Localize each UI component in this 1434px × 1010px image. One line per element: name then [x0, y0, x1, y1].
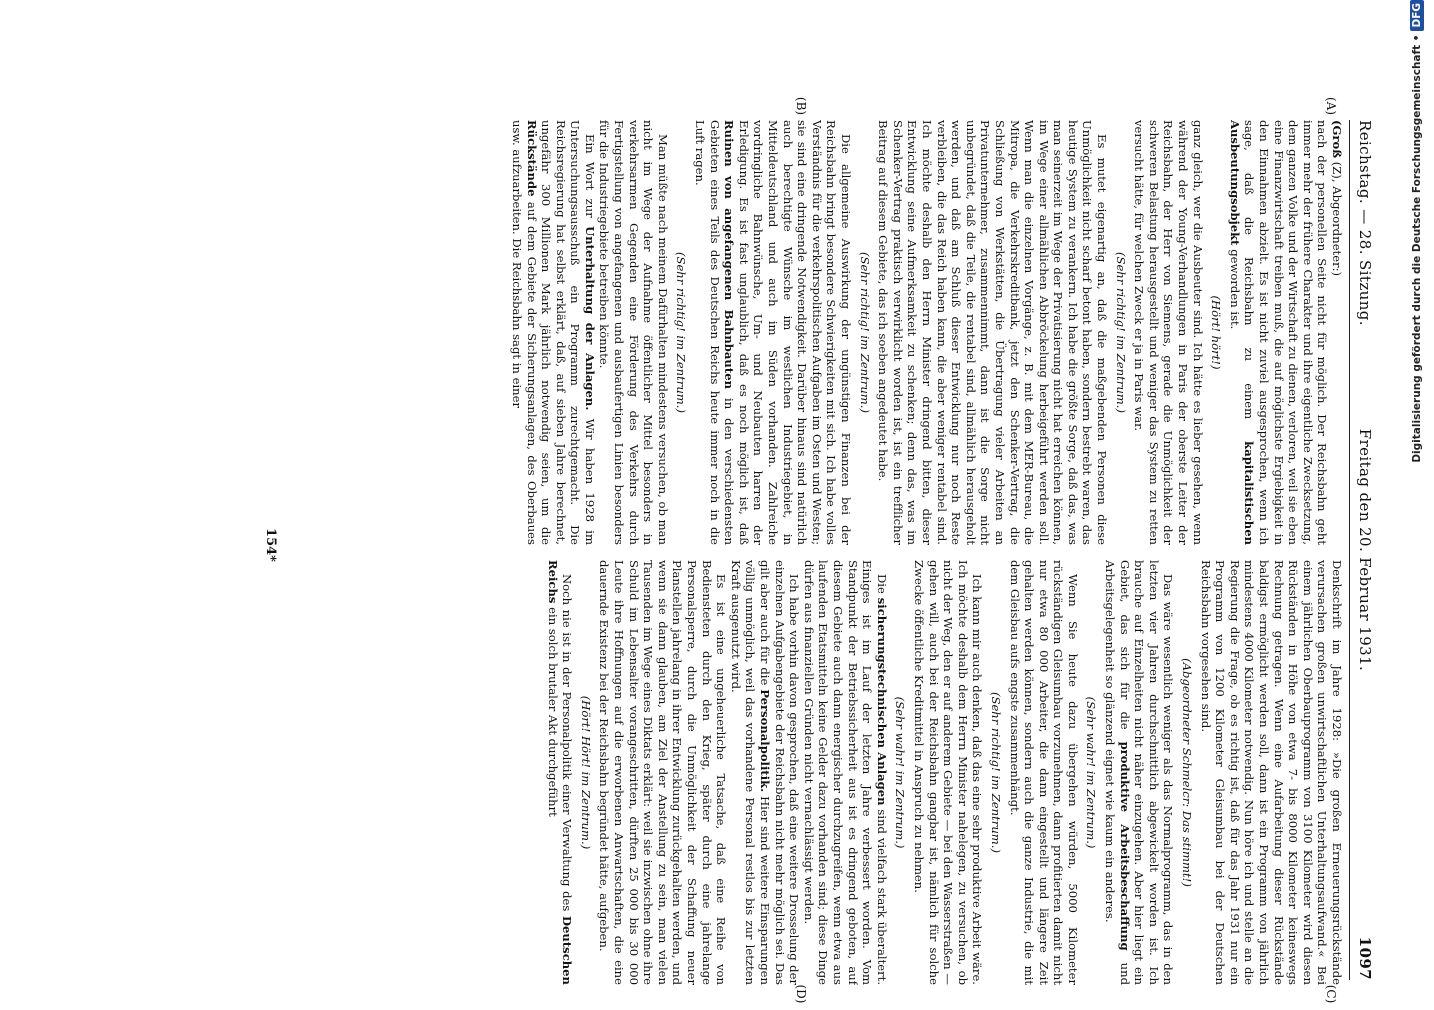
header-left: Reichstag. — 28. Sitzung.: [1356, 120, 1374, 326]
emphasis: Unterhaltung der Anlagen.: [582, 226, 597, 411]
header-date: Freitag den 20. Februar 1931.: [1356, 428, 1374, 672]
emphasis: kapitalistischen Ausbeutungsobjekt: [1227, 120, 1257, 545]
paragraph: Ich kann mir auch denken, daß das eine sehr produktive Arbeit wäre. Ich möchte deshalb dem Herrn Minister nahelegen, zu versuchen, ob nicht der Weg, den er auf anderem Gebiete — bei den Wasserstraßen — gehen will, auch bei der Reichsbahn gangbar ist, nämlich für solche Zwecke öffentliche Kreditmittel in Anspruch zu nehmen.: [911, 560, 985, 985]
interjection: (Sehr richtig! im Zentrum.): [857, 251, 872, 413]
emphasis: Deutschen Reichs: [545, 560, 575, 985]
margin-marker-b: (B): [794, 96, 808, 116]
paragraph: Ich habe vorhin davon gesprochen, daß eine weitere Drosselung der einzelnen Aufgabengebiete der Reichsbahn nicht mehr möglich sei. Das gilt aber auch für die Personalpolitik. Hier sind weitere Einsparungen völlig unmöglich, weil das vorhandene Personal restlos bis zur letzten Kraft ausgenutzt wird.: [728, 560, 802, 985]
speaker-line: [1329, 120, 1344, 545]
margin-marker-c: (C): [1324, 984, 1338, 1004]
emphasis: Personalpolitik.: [758, 689, 773, 793]
interjection: (Hört! hört!): [1209, 295, 1224, 370]
emphasis: sicherungstechnischen Anlagen: [874, 597, 889, 806]
interjection: (Sehr richtig! im Zentrum.): [674, 251, 689, 413]
page-number: 1097: [1356, 936, 1374, 980]
speaker-role: (Z), Abgeordneter:): [1330, 158, 1344, 277]
speaker-name: (Groß: [1330, 120, 1344, 159]
paragraph: Denkschrift im Jahre 1928: »Die großen Erneuerungsrückstände verursachen großen unwirtschaftlichen Unterhaltungsaufwand.« Bei einem jährlichen Oberbauprogramm von 3100 Kilometer wird diesen Rückständen in Höhe von etwa 7- bis 8000 Kilometer keineswegs Rechnung getragen. Wenn eine Aufarbeitung dieser Rückstände baldigst ermöglicht werden soll, dann ist ein Programm von jährlich mindestens 4000 Kilometer notwendig. Nun höre ich und stelle an die Regierung die Frage, ob es richtig ist, daß für das Jahr 1931 nur ein Programm von 1200 Kilometer Gleisumbau bei der Deutschen Reichsbahn vorgesehen sind.: [1198, 560, 1344, 985]
text-column-right: [284, 560, 1344, 985]
margin-marker-a: (A): [1324, 96, 1338, 116]
interjection: (Sehr wahr! im Zentrum.): [1084, 696, 1099, 849]
dfg-logo: DFG: [1410, 0, 1424, 31]
paragraph: Man müßte nach meinem Dafürhalten mindestens versuchen, ob man nicht im Wege der Aufnahme öffentlicher Mittel besonders in verkehrsarmen Gegenden eine Förderung des Verkehrs durch Fertigstellung von angefangenen und ausbaufertigen Linien besonders für die Industriegebiete betreiben könnte.: [597, 120, 670, 545]
paragraph: Die allgemeine Auswirkung der ungünstigen Finanzen bei der Reichsbahn bringt besondere Schwierigkeiten mit sich. Ich habe volles Verständnis für die verkehrspolitischen Aufgaben im Osten und Westen; sie sind eine dringende Notwendigkeit. Darüber hinaus sind natürlich auch berechtigte Wünsche im westlichen Industriegebiet, in Mitteldeutschland und auch im Süden vorhanden. Zahlreiche vordringliche Bahnwünsche, Um- und Neubauten harren der Erledigung. Es ist fast unglaublich, daß es noch möglich ist, daß Ruinen von angefangenen Bahnbauten in den verschiedensten Gebieten eines Teils des Deutschen Reichs heute immer noch in die Luft ragen.: [693, 120, 853, 545]
paragraph: Ein Wort zur Unterhaltung der Anlagen. Wir haben 1928 im Untersuchungsausschuß ein Programm zurechtgemacht. Die Reichsregierung hat selbst erklärt, daß, auf sieben Jahre berechnet, ungefähr 300 Millionen Mark jährlich notwendig seien, um die Rückstände auf dem Gebiete der Sicherungsanlagen, des Oberbaues usw. aufzuarbeiten. Die Reichsbahn sagt in einer: [509, 120, 597, 545]
interjection: (Hört! Hört! im Zentrum.): [578, 695, 593, 850]
interjection: (Sehr wahr! im Zentrum.): [893, 696, 908, 849]
paragraph: Es ist eine ungeheuerliche Tatsache, daß eine Reihe von Bediensteten durch den Krieg, später durch eine jahrelange Personalsperre, durch die Unmöglichkeit der Schaffung neuer Planstellen jahrelang in ihrer Entwicklung zurückgehalten werden, und wenn sie dann glauben, am Ziel der Anstellung zu sein, man vielen Tausenden im Wege eines Diktats erklärt: weil sie inzwischen ohne ihre Schuld im Lebensalter vorangeschritten, dürften 25 000 bis 30 000 Leute ihre Hoffnungen auf die erworbenen Anwartschaften, die eine dauernde Existenz bei der Reichsbahn begründet hätte, aufgeben.: [597, 560, 729, 985]
interjection: (Sehr richtig! im Zentrum.): [1113, 251, 1128, 413]
margin-marker-d: (D): [794, 984, 808, 1004]
interjection: (Sehr richtig! im Zentrum.): [988, 691, 1003, 853]
paragraph: Wenn Sie heute dazu übergehen würden, 5000 Kilometer rückständigen Gleisumbau vorzunehmen, dann profitierten damit nicht nur etwa 80 000 Arbeiter, die dann eingestellt und längere Zeit gehalten werden können, sondern auch die ganze Industrie, die mit dem Gleisbau aufs engste zusammenhängt.: [1007, 560, 1080, 985]
paragraph: Es mutet eigenartig an, daß die maßgebenden Personen diese Unmöglichkeit nicht scharf betont haben, sondern bestrebt waren, das heutige System zu verankern. Ich habe die größte Sorge, daß das, was man seinerzeit im Wege der Privatisierung nicht hat erreichen können, im Wege einer allmählichen Abbröckelung herbeigeführt werden soll. Wenn man die einzelnen Vorgänge, z. B. mit dem MER-Bureau, die Mitropa, die Verkehrskreditbank, jetzt den Schenker-Vertrag, die Schließung von Werkstätten, die Übertragung vieler Arbeiten an Privatunternehmer, zusammennimmt, dann ist die Sorge nicht unbegründet, daß die Teile, die rentabel sind, allmählich herausgeholt werden, und daß am Schluß dieser Entwicklung nur noch Reste verbleiben, die das Reich haben kann, die aber weniger rentabel sind. Ich möchte deshalb den Herrn Minister dringend bitten, dieser Entwicklung seine Aufmerksamkeit zu schenken; denn das, was im Schenker-Vertrag praktisch verwirklicht worden ist, ist ein trefflicher Beitrag auf diesem Gebiete, das ich soeben angedeutet habe.: [876, 120, 1110, 545]
scanned-page: [82, 80, 1378, 1010]
emphasis: produktive Arbeitsbeschaffung: [1117, 741, 1132, 951]
paragraph: nach der personellen Seite nicht für möglich. Der Reichsbahn geht immer mehr der frühere Charakter und ihre eigentliche Zwecksetzung, dem ganzen Volke und der Wirtschaft zu dienen, verloren, weil sie eben eine Finanzwirtschaft treiben muß, die auf möglichste Ergiebigkeit in den Einnahmen abzielt. Es ist nicht zuviel ausgesprochen, wenn ich sage, daß die Reichsbahn zu einem kapitalistischen Ausbeutungsobjekt geworden ist.: [1227, 120, 1330, 545]
paragraph: ganz gleich, wer die Ausbeuter sind. Ich hätte es lieber gesehen, wenn während der Young-Verhandlungen in Paris der oberste Leiter der Reichsbahn, der Herr von Siemens, gerade die Unmöglichkeit der schweren Belastung herausgestellt und weniger das System zu retten versucht hätte, für welchen Zweck er ja in Paris war.: [1132, 120, 1205, 545]
paragraph: Das wäre wesentlich weniger als das Normalprogramm, das in den letzten vier Jahren durchschnittlich abgewickelt worden ist. Ich brauche auf Einzelheiten nicht näher einzugehen. Aber hier liegt ein Gebiet, das sich für die produktive Arbeitsbeschaffung und Arbeitsgelegenheit so glänzend eignet wie kaum ein anderes.: [1103, 560, 1176, 985]
paragraph: Noch nie ist in der Personalpolitik einer Verwaltung des Deutschen Reichs ein solch brutaler Akt durchgeführt: [545, 560, 575, 985]
header-rule: [1349, 120, 1350, 980]
running-header: [1352, 120, 1378, 980]
credit-text: Digitalisierung gefördert durch die Deutsche Forschungsgemeinschaft •: [1411, 34, 1423, 463]
emphasis: Rückstände: [524, 120, 539, 197]
interjection: (Abgeordneter Schmelcr: Das stimmt!): [1180, 658, 1195, 887]
emphasis: Ruinen von angefangenen Bahnbauten: [722, 120, 737, 390]
digitization-credit: [1404, 0, 1430, 1000]
paragraph: Die sicherungstechnischen Anlagen sind vielfach stark überaltert. Einiges ist im Lauf der letzten Jahre verbessert worden. Vom Standpunkt der Betriebssicherheit aus ist es dringend geboten, auf diesem Gebiete auch dann energischer durchzugreifen, wenn etwa aus laufenden Etatsmitteln keine Gelder dazu vorhanden sind; diese Dinge dürfen aus finanziellen Gründen nicht vernachlässigt werden.: [801, 560, 889, 985]
text-column-left: [284, 120, 1344, 545]
printer-signature: 154*: [263, 528, 278, 562]
